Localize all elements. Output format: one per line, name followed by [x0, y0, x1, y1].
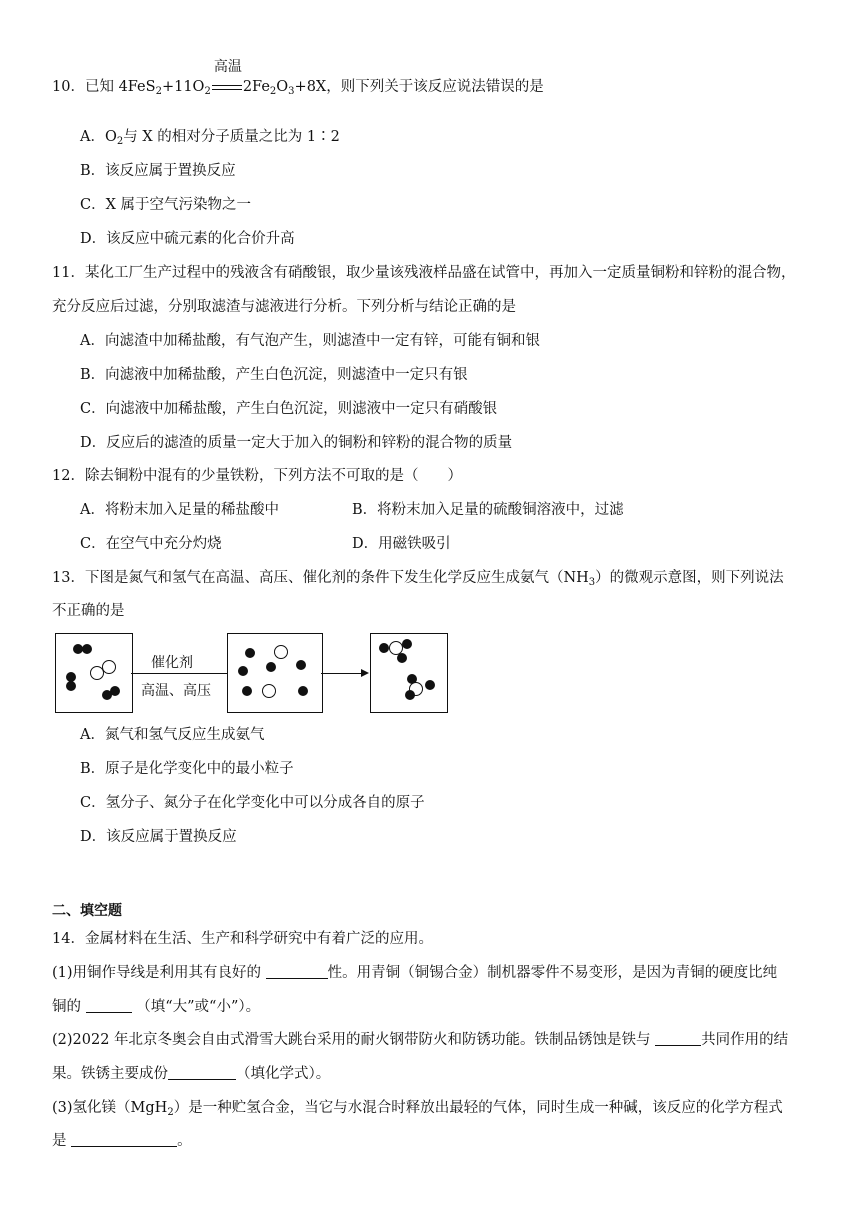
answer-blank[interactable] [655, 1031, 701, 1046]
q11-stem-line2: 充分反应后过滤，分别取滤渣与滤液进行分析。下列分析与结论正确的是 [52, 299, 516, 315]
q12-option-d: D．用磁铁吸引 [352, 536, 451, 552]
hydrogen-atom [238, 666, 248, 676]
hydrogen-atom [245, 648, 255, 658]
reaction-arrow-2 [321, 673, 363, 674]
hydrogen-atom [402, 639, 412, 649]
q14-stem: 14．金属材料在生活、生产和科学研究中有着广泛的应用。 [52, 931, 433, 947]
catalyst-label: 催化剂 [151, 655, 193, 671]
answer-blank[interactable] [266, 964, 328, 979]
nitrogen-atom [102, 660, 116, 674]
arrow-head-icon [361, 669, 369, 677]
hydrogen-atom [66, 681, 76, 691]
equals-sign [212, 85, 242, 90]
answer-blank[interactable] [86, 998, 132, 1013]
q13-option-d: D．该反应属于置换反应 [80, 829, 237, 845]
q10-option-b: B．该反应属于置换反应 [80, 163, 236, 179]
hydrogen-atom [379, 643, 389, 653]
q13-stem-line1: 13．下图是氮气和氢气在高温、高压、催化剂的条件下发生化学反应生成氨气$(NH_3)$的微观示意图，则下列说法 [52, 570, 784, 588]
q14-part3-line1: (3)氢化镁（MgH$_2$）是一种贮氢合金，当它与水混合时释放出最轻的气体，同时生成一种碱，该反应的化学方程式 [52, 1100, 783, 1118]
reaction-condition: 高温 [211, 77, 243, 97]
hydrogen-atom [110, 686, 120, 696]
q12-option-a: A．将粉末加入足量的稀盐酸中 [80, 502, 279, 518]
q14-part2-line1: (2)2022 年北京冬奥会自由式滑雪大跳台采用的耐火钢带防火和防锈功能。铁制品锈蚀是铁与 共同作用的结 [52, 1032, 789, 1048]
q10-stem: 10．已知 $4FeS_2+11O_2$ 高温 $2Fe_2O_3+8X$，则下列关于该反应说法错误的是 [52, 59, 544, 97]
answer-blank[interactable] [71, 1132, 177, 1147]
q14-part1-line1: (1)用铜作导线是利用其有良好的 性。用青铜（铜锡合金）制机器零件不易变形，是因为青铜的硬度比纯 [52, 965, 778, 981]
q11-option-b: B．向滤液中加稀盐酸，产生白色沉淀，则滤渣中一定只有银 [80, 367, 468, 383]
q11-stem-line1: 11．某化工厂生产过程中的残液含有硝酸银，取少量该残液样品盛在试管中，再加入一定质量铜粉和锌粉的混合物， [52, 265, 796, 281]
hydrogen-atom [82, 644, 92, 654]
nitrogen-atom [262, 684, 276, 698]
hydrogen-atom [298, 686, 308, 696]
hydrogen-atom [266, 662, 276, 672]
hydrogen-atom [425, 680, 435, 690]
q12-option-c: C．在空气中充分灼烧 [80, 536, 222, 552]
q12-stem: 12．除去铜粉中混有的少量铁粉，下列方法不可取的是（ ） [52, 468, 462, 484]
q10-option-c: C．X 属于空气污染物之一 [80, 197, 252, 213]
conditions-label: 高温、高压 [141, 683, 211, 699]
hydrogen-atom [397, 653, 407, 663]
products-box [370, 633, 448, 713]
reaction-arrow-1 [131, 673, 227, 674]
answer-blank[interactable] [168, 1065, 236, 1080]
q12-option-b: B．将粉末加入足量的硫酸铜溶液中，过滤 [352, 502, 624, 518]
q13-stem-line2: 不正确的是 [52, 603, 125, 619]
reactants-box [55, 633, 133, 713]
q14-part1-line2: 铜的 （填“大”或“小”）。 [52, 999, 261, 1015]
q11-option-a: A．向滤渣中加稀盐酸，有气泡产生，则滤渣中一定有锌，可能有铜和银 [80, 333, 540, 349]
q11-option-c: C．向滤液中加稀盐酸，产生白色沉淀，则滤液中一定只有硝酸银 [80, 401, 498, 417]
q10-option-a: A．$O_2$与 X 的相对分子质量之比为 1∶2 [80, 129, 340, 147]
q13-option-a: A．氮气和氢气反应生成氨气 [80, 727, 265, 743]
intermediate-box [227, 633, 323, 713]
q13-option-b: B．原子是化学变化中的最小粒子 [80, 761, 294, 777]
q14-part2-line2: 果。铁锈主要成份 （填化学式）。 [52, 1066, 331, 1082]
q13-option-c: C．氢分子、氮分子在化学变化中可以分成各自的原子 [80, 795, 425, 811]
section-title: 二、填空题 [52, 903, 122, 919]
nitrogen-atom [274, 645, 288, 659]
q14-part3-line2: 是 。 [52, 1133, 192, 1149]
hydrogen-atom [296, 660, 306, 670]
q11-option-d: D．反应后的滤渣的质量一定大于加入的铜粉和锌粉的混合物的质量 [80, 435, 513, 451]
hydrogen-atom [405, 690, 415, 700]
hydrogen-atom [242, 686, 252, 696]
q10-option-d: D．该反应中硫元素的化合价升高 [80, 231, 295, 247]
